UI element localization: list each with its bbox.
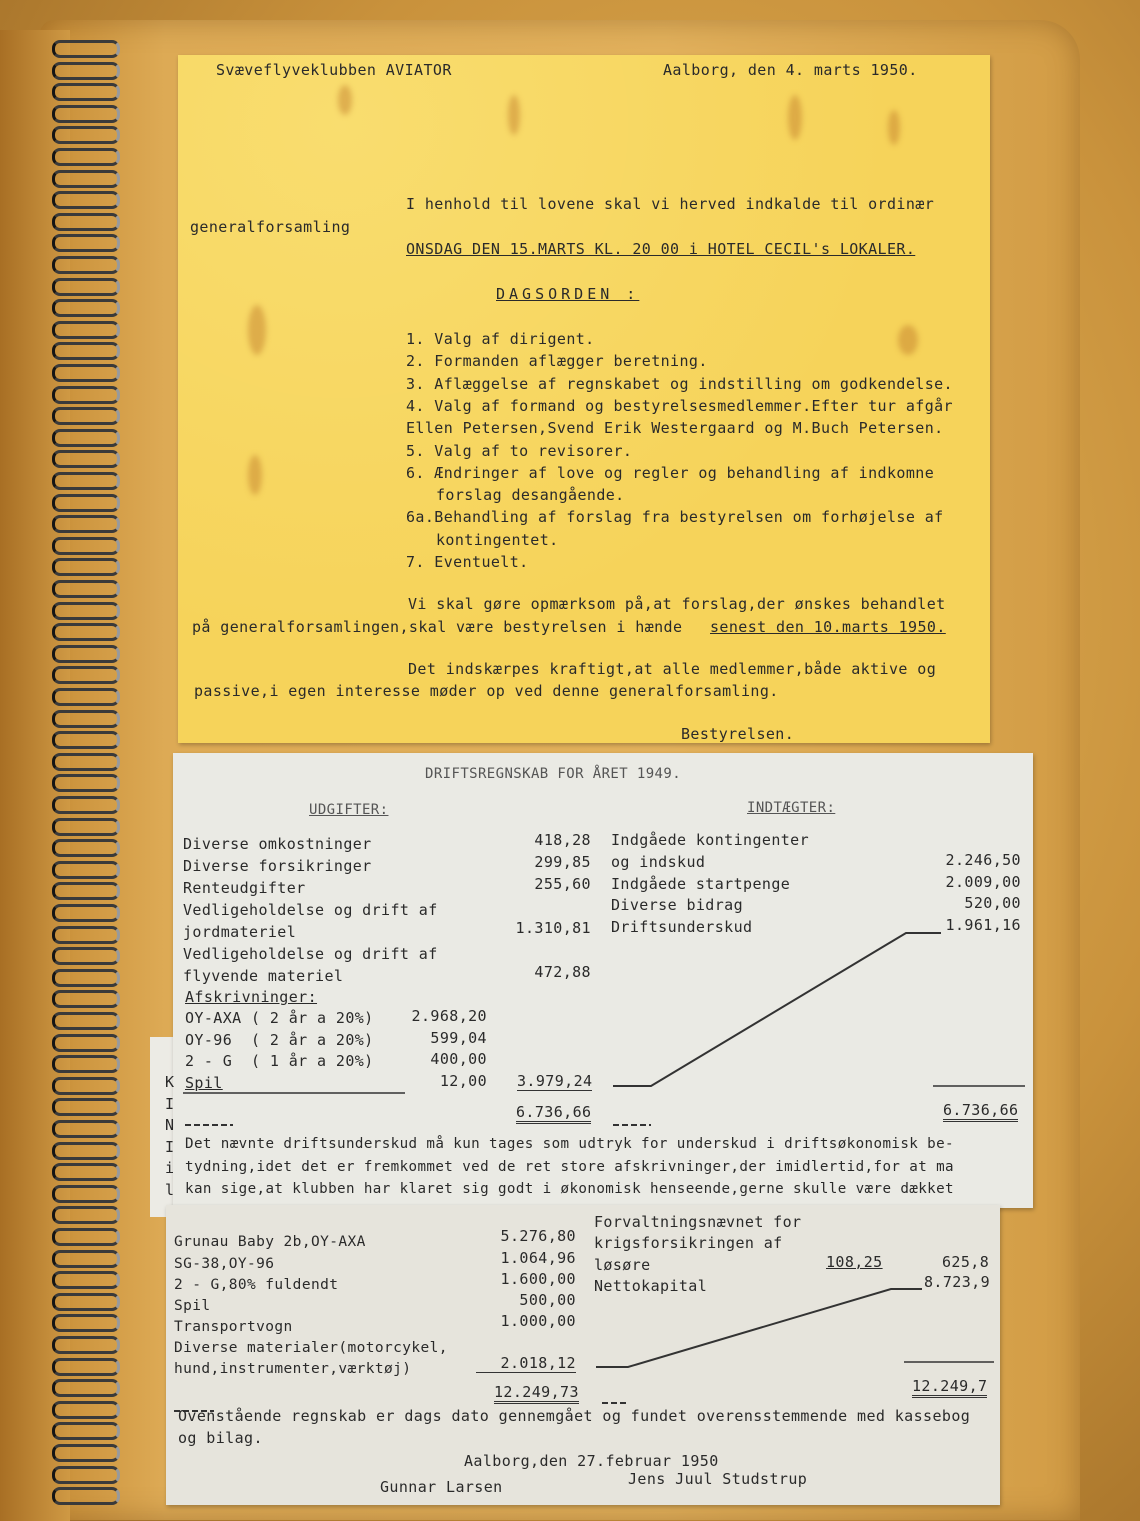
net-capital-amount: 8.723,9 xyxy=(924,1273,991,1291)
depreciation-amount: 400,00 xyxy=(430,1050,487,1068)
asset-amount: 500,00 xyxy=(519,1291,576,1309)
spiral-coil xyxy=(52,494,120,512)
depreciation-label: 2 - G ( 1 år a 20%) xyxy=(185,1052,374,1070)
spiral-coil xyxy=(52,1120,120,1138)
agenda-item: 6. Ændringer af love og regler og behandling af indkomne xyxy=(406,463,935,482)
margin-letter: l xyxy=(165,1180,175,1199)
agenda-item: 5. Valg af to revisorer. xyxy=(406,441,633,460)
margin-letter: N xyxy=(165,1116,175,1134)
expense-amount: 299,85 xyxy=(534,853,591,871)
expense-label: Vedligeholdelse og drift af xyxy=(183,901,438,919)
spiral-coil xyxy=(52,990,120,1008)
spiral-coil xyxy=(52,947,120,965)
spiral-coil xyxy=(52,1228,120,1246)
spiral-coil xyxy=(52,537,120,555)
asset-label: Diverse materialer(motorcykel, xyxy=(174,1340,448,1356)
margin-letter: i xyxy=(165,1159,175,1177)
spiral-coil xyxy=(52,256,120,274)
expense-label: Vedligeholdelse og drift af xyxy=(183,945,438,963)
spiral-coil xyxy=(52,213,120,231)
spiral-coil xyxy=(52,882,120,900)
spiral-coil xyxy=(52,796,120,814)
spiral-coil xyxy=(52,386,120,404)
agenda-item: kontingentet. xyxy=(436,530,559,549)
spiral-coil xyxy=(52,1293,120,1311)
spiral-coil xyxy=(52,515,120,533)
deadline-note-2: på generalforsamlingen,skal være bestyrelsen i hænde xyxy=(192,618,683,636)
spiral-coil xyxy=(52,1422,120,1440)
income-total: 6.736,66 xyxy=(943,1101,1018,1122)
spiral-coil xyxy=(52,861,120,879)
expenses-heading: UDGIFTER: xyxy=(309,802,389,818)
income-amount: 520,00 xyxy=(964,894,1021,912)
spiral-coil xyxy=(52,839,120,857)
spiral-coil xyxy=(52,1487,120,1505)
spiral-coil xyxy=(52,321,120,339)
spiral-coil xyxy=(52,407,120,425)
spiral-coil xyxy=(52,234,120,252)
audit-statement-2: og bilag. xyxy=(178,1429,263,1447)
spiral-coil xyxy=(52,472,120,490)
spiral-coil xyxy=(52,1401,120,1419)
income-label: Diverse bidrag xyxy=(611,896,744,914)
deadline-note: Vi skal gøre opmærksom på,at forslag,der ønskes behandlet xyxy=(408,595,946,613)
margin-letter: I xyxy=(165,1137,175,1156)
depreciation-label: Spil xyxy=(185,1074,223,1092)
asset-amount: 1.600,00 xyxy=(500,1270,576,1288)
liability-line-1: Forvaltningsnævnet for xyxy=(594,1213,802,1231)
agenda-item: 1. Valg af dirigent. xyxy=(406,330,595,348)
depreciation-heading: Afskrivninger: xyxy=(185,988,318,1006)
income-label: og indskud xyxy=(611,853,706,871)
audit-statement: Ovenstående regnskab er dags dato gennemgået og fundet overensstemmende med kassebog xyxy=(178,1407,971,1425)
asset-label: SG-38,OY-96 xyxy=(174,1256,275,1272)
expense-label: Diverse omkostninger xyxy=(183,835,372,853)
spiral-coil xyxy=(52,1098,120,1116)
assets-total: 12.249,73 xyxy=(494,1383,579,1404)
asset-amount: 1.064,96 xyxy=(500,1249,576,1267)
net-capital-label: Nettokapital xyxy=(594,1277,708,1295)
spiral-coil xyxy=(52,1077,120,1095)
expense-amount: 418,28 xyxy=(534,831,591,849)
spiral-coil xyxy=(52,558,120,576)
asset-amount: 2.018,12 xyxy=(476,1354,576,1373)
expense-amount: 472,88 xyxy=(534,963,591,981)
asset-amount: 5.276,80 xyxy=(500,1227,576,1245)
depreciation-total: 3.979,24 xyxy=(517,1072,593,1090)
spiral-coil xyxy=(52,1206,120,1224)
expense-label: Diverse forsikringer xyxy=(183,857,372,875)
spiral-coil xyxy=(52,364,120,382)
spiral-coil xyxy=(52,429,120,447)
asset-label: hund,instrumenter,værktøj) xyxy=(174,1361,412,1377)
meeting-details: ONSDAG DEN 15.MARTS KL. 20 00 i HOTEL CECIL's LOKALER. xyxy=(406,240,916,258)
spiral-coil xyxy=(52,299,120,317)
intro-text-2: generalforsamling xyxy=(190,218,351,236)
asset-amount: 1.000,00 xyxy=(500,1312,576,1330)
liabilities-total: 12.249,7 xyxy=(912,1377,987,1398)
spiral-coil xyxy=(52,645,120,663)
spiral-coil xyxy=(52,450,120,468)
balance-sheet xyxy=(166,1205,1000,1505)
spiral-coil xyxy=(52,1271,120,1289)
attendance-note: Det indskærpes kraftigt,at alle medlemmer,både aktive og xyxy=(408,660,937,678)
spiral-coil xyxy=(52,342,120,360)
income-amount: 1.961,16 xyxy=(945,916,1021,934)
spiral-coil xyxy=(52,40,120,58)
spiral-coil xyxy=(52,170,120,188)
spiral-coil xyxy=(52,666,120,684)
income-amount: 2.009,00 xyxy=(945,873,1021,891)
expense-label: jordmateriel xyxy=(183,923,297,941)
deficit-note-line: Det nævnte driftsunderskud må kun tages som udtryk for underskud i driftsøkonomisk be- xyxy=(185,1136,954,1152)
income-label: Driftsunderskud xyxy=(611,918,753,936)
spiral-coil xyxy=(52,1185,120,1203)
spiral-coil xyxy=(52,1444,120,1462)
audit-date: Aalborg,den 27.februar 1950 xyxy=(464,1452,719,1470)
spiral-coil xyxy=(52,774,120,792)
agenda-item: 3. Aflæggelse af regnskabet og indstilling om godkendelse. xyxy=(406,374,953,393)
spiral-coil xyxy=(52,818,120,836)
spiral-coil xyxy=(52,278,120,296)
agenda-item: Ellen Petersen,Svend Erik Westergaard og M.Buch Petersen. xyxy=(406,419,944,438)
agenda-item: 7. Eventuelt. xyxy=(406,553,529,571)
expense-label: flyvende materiel xyxy=(183,967,344,985)
asset-label: Transportvogn xyxy=(174,1319,293,1335)
letter-date: Aalborg, den 4. marts 1950. xyxy=(663,61,918,79)
agenda-item: 6a.Behandling af forslag fra bestyrelsen om forhøjelse af xyxy=(406,508,944,527)
spiral-coil xyxy=(52,580,120,598)
asset-label: Spil xyxy=(174,1298,211,1314)
agenda-item: forslag desangående. xyxy=(436,486,625,505)
spiral-coil xyxy=(52,1055,120,1073)
spiral-coil xyxy=(52,1466,120,1484)
spiral-coil xyxy=(52,602,120,620)
spiral-coil xyxy=(52,105,120,123)
spiral-coil xyxy=(52,1314,120,1332)
spiral-coil xyxy=(52,148,120,166)
depreciation-label: OY-AXA ( 2 år a 20%) xyxy=(185,1009,374,1027)
attendance-note-2: passive,i egen interesse møder op ved denne generalforsamling. xyxy=(194,682,779,700)
agenda-item: 4. Valg af formand og bestyrelsesmedlemmer.Efter tur afgår xyxy=(406,396,953,415)
margin-letter: K xyxy=(165,1073,175,1091)
agenda-item: 2. Formanden aflægger beretning. xyxy=(406,352,708,371)
deficit-note-line: kan sige,at klubben har klaret sig godt i økonomisk henseende,gerne skulle være dækket xyxy=(185,1181,954,1197)
spiral-coil xyxy=(52,623,120,641)
spiral-coil xyxy=(52,191,120,209)
spiral-coil xyxy=(52,688,120,706)
income-amount: 2.246,50 xyxy=(945,851,1021,869)
spiral-coil xyxy=(52,926,120,944)
account-title: DRIFTSREGNSKAB FOR ÅRET 1949. xyxy=(425,766,682,782)
depreciation-amount: 12,00 xyxy=(439,1072,487,1090)
liability-line-3: løsøre xyxy=(594,1256,651,1274)
spiral-coil xyxy=(52,83,120,101)
operating-account xyxy=(173,753,1033,1208)
spiral-coil xyxy=(52,1336,120,1354)
spiral-coil xyxy=(52,753,120,771)
expense-amount: 255,60 xyxy=(534,875,591,893)
deficit-note-line: tydning,idet det er fremkommet ved de ret store afskrivninger,der imidlertid,for at ma xyxy=(185,1158,954,1175)
letter-signature: Bestyrelsen. xyxy=(681,725,795,743)
spiral-coil xyxy=(52,1163,120,1181)
intro-text: I henhold til lovene skal vi herved indkalde til ordinær xyxy=(406,195,935,213)
spiral-coil xyxy=(52,710,120,728)
spiral-coil xyxy=(52,904,120,922)
depreciation-label: OY-96 ( 2 år a 20%) xyxy=(185,1031,374,1049)
asset-label: Grunau Baby 2b,OY-AXA xyxy=(174,1234,366,1250)
expense-amount: 1.310,81 xyxy=(515,919,591,937)
margin-letter: I xyxy=(165,1094,175,1113)
spiral-coil xyxy=(52,1379,120,1397)
spiral-coil xyxy=(52,731,120,749)
invitation-letter xyxy=(178,55,990,743)
income-label: Indgåede kontingenter xyxy=(611,831,810,849)
expense-label: Renteudgifter xyxy=(183,879,306,897)
liability-amount: 625,8 xyxy=(942,1253,990,1271)
agenda-heading: DAGSORDEN : xyxy=(496,285,640,303)
depreciation-amount: 2.968,20 xyxy=(411,1007,487,1025)
income-label: Indgåede startpenge xyxy=(611,875,791,893)
depreciation-amount: 599,04 xyxy=(430,1029,487,1047)
income-heading: INDTÆGTER: xyxy=(747,800,836,816)
spiral-coil xyxy=(52,1012,120,1030)
club-name: Svæveflyveklubben AVIATOR xyxy=(216,61,452,79)
auditor-1: Gunnar Larsen xyxy=(380,1478,503,1496)
spiral-coil xyxy=(52,1358,120,1376)
spiral-coil xyxy=(52,62,120,80)
spiral-coil xyxy=(52,1034,120,1052)
spiral-coil xyxy=(52,126,120,144)
spiral-coil xyxy=(52,969,120,987)
liability-line-2: krigsforsikringen af xyxy=(594,1234,783,1252)
deadline-date: senest den 10.marts 1950. xyxy=(710,618,946,636)
expenses-total: 6.736,66 xyxy=(516,1103,591,1124)
spiral-coil xyxy=(52,1142,120,1160)
auditor-2: Jens Juul Studstrup xyxy=(628,1470,808,1488)
asset-label: 2 - G,80% fuldendt xyxy=(174,1277,339,1293)
liability-sub-amount: 108,25 xyxy=(826,1253,883,1271)
spiral-coil xyxy=(52,1250,120,1268)
spiral-binding xyxy=(52,40,122,1520)
